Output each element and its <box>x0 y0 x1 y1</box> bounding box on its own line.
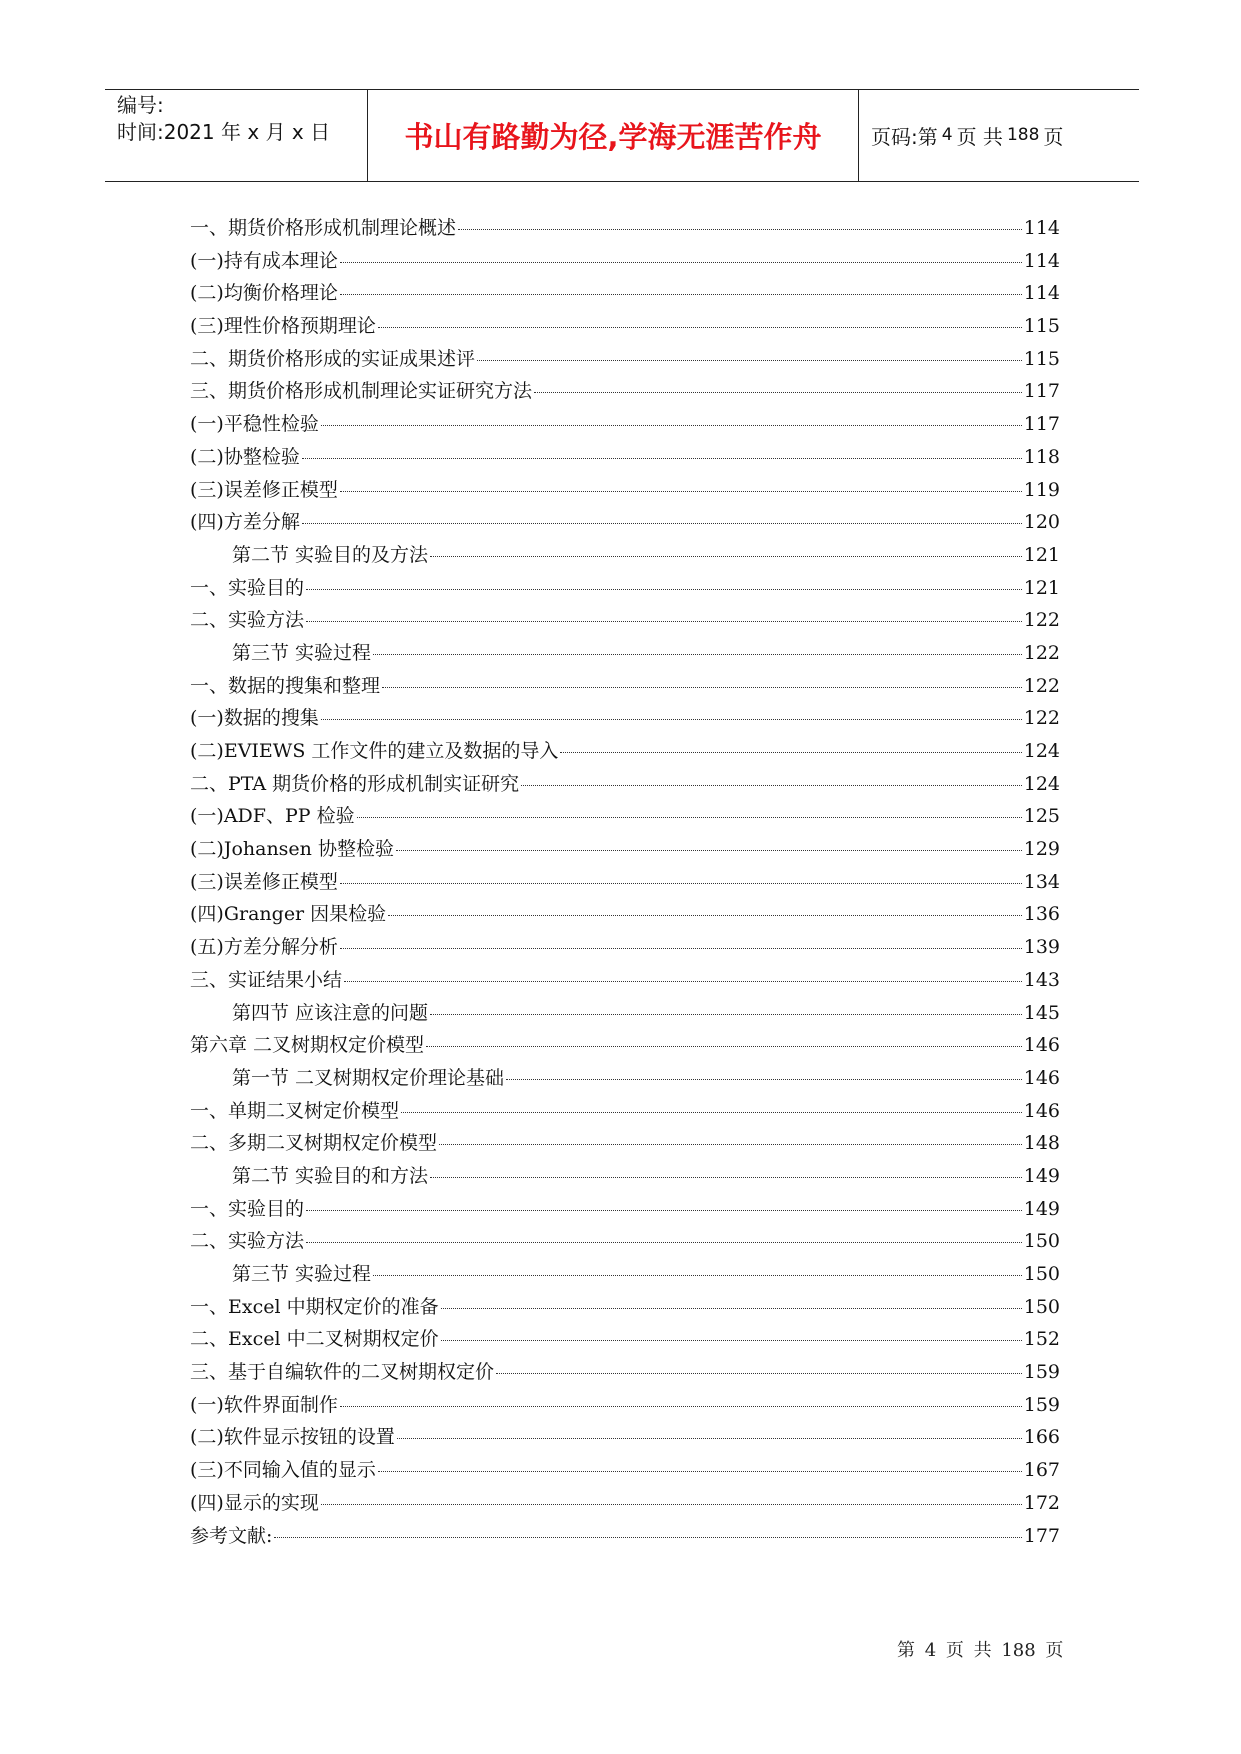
toc-dot-leader <box>340 883 1022 884</box>
toc-entry-title: 第一节 二叉树期权定价理论基础 <box>232 1066 505 1089</box>
toc-entry-page: 146 <box>1023 1099 1060 1122</box>
toc-dot-leader <box>521 785 1022 786</box>
toc-dot-leader <box>496 1373 1022 1374</box>
toc-dot-leader <box>426 1046 1022 1047</box>
toc-entry[interactable] <box>190 1225 1060 1258</box>
toc-entry-title: (三)不同输入值的显示 <box>190 1459 376 1482</box>
toc-entry[interactable] <box>190 1062 1060 1095</box>
header-page-total: 188 <box>1006 125 1040 145</box>
header-motto: 书山有路勤为径,学海无涯苦作舟 <box>404 119 822 154</box>
toc-entry-title: 一、实验目的 <box>190 1197 305 1220</box>
toc-entry-title: 第四节 应该注意的问题 <box>232 1001 429 1024</box>
toc-entry[interactable] <box>190 833 1060 866</box>
toc-entry[interactable] <box>190 1193 1060 1226</box>
toc-entry-page: 150 <box>1023 1230 1060 1253</box>
toc-entry[interactable] <box>190 408 1060 441</box>
toc-entry[interactable] <box>190 637 1060 670</box>
toc-dot-leader <box>321 1504 1022 1505</box>
toc-entry[interactable] <box>190 277 1060 310</box>
toc-entry-title: 二、期货价格形成的实证成果述评 <box>190 347 476 370</box>
toc-entry[interactable] <box>190 1520 1060 1553</box>
toc-entry-title: 二、多期二叉树期权定价模型 <box>190 1132 438 1155</box>
toc-entry[interactable] <box>190 1029 1060 1062</box>
toc-entry[interactable] <box>190 866 1060 899</box>
header-divider-right <box>858 90 859 181</box>
toc-entry[interactable] <box>190 245 1060 278</box>
toc-entry-title: (一)持有成本理论 <box>190 249 338 272</box>
toc-dot-leader <box>340 948 1022 949</box>
toc-entry-title: (二)协整检验 <box>190 445 300 468</box>
toc-entry-page: 121 <box>1023 576 1060 599</box>
header-number-label: 编号: <box>117 93 164 117</box>
toc-entry[interactable] <box>190 670 1060 703</box>
toc-entry-page: 159 <box>1023 1393 1060 1416</box>
toc-dot-leader <box>373 654 1022 655</box>
toc-entry-title: (四)方差分解 <box>190 511 300 534</box>
toc-dot-leader <box>441 1340 1022 1341</box>
toc-dot-leader <box>430 556 1022 557</box>
toc-entry[interactable] <box>190 310 1060 343</box>
header-page-info <box>871 90 1063 180</box>
toc-dot-leader <box>458 229 1022 230</box>
toc-entry-page: 134 <box>1023 870 1060 893</box>
toc-entry-page: 149 <box>1023 1197 1060 1220</box>
toc-entry-title: (四)显示的实现 <box>190 1491 319 1514</box>
toc-dot-leader <box>357 817 1022 818</box>
toc-entry[interactable] <box>190 1356 1060 1389</box>
toc-entry-title: 二、实验方法 <box>190 609 305 632</box>
toc-entry[interactable] <box>190 997 1060 1030</box>
toc-entry-title: 二、PTA 期货价格的形成机制实证研究 <box>190 772 520 795</box>
page-footer: 第 4 页 共 188 页 <box>897 1640 1064 1661</box>
toc-entry-page: 122 <box>1023 674 1060 697</box>
toc-entry[interactable] <box>190 1389 1060 1422</box>
toc-entry[interactable] <box>190 506 1060 539</box>
toc-dot-leader <box>340 294 1022 295</box>
toc-entry[interactable] <box>190 1095 1060 1128</box>
toc-entry[interactable] <box>190 1454 1060 1487</box>
toc-entry-title: 一、Excel 中期权定价的准备 <box>190 1295 439 1318</box>
toc-dot-leader <box>340 1406 1022 1407</box>
toc-dot-leader <box>306 589 1022 590</box>
toc-dot-leader <box>388 915 1022 916</box>
toc-entry-title: 第三节 实验过程 <box>232 1263 372 1285</box>
toc-entry-title: 第六章 二叉树期权定价模型 <box>190 1034 425 1057</box>
toc-dot-leader <box>321 425 1022 426</box>
toc-entry-page: 114 <box>1023 217 1060 239</box>
toc-entry-title: 一、单期二叉树定价模型 <box>190 1099 400 1122</box>
toc-entry[interactable] <box>190 375 1060 408</box>
toc-entry[interactable] <box>190 212 1060 245</box>
toc-dot-leader <box>302 523 1022 524</box>
toc-entry-page: 117 <box>1023 413 1060 436</box>
toc-entry-page: 167 <box>1023 1459 1060 1482</box>
toc-dot-leader <box>378 327 1022 328</box>
toc-entry-page: 122 <box>1023 609 1060 632</box>
toc-entry-page: 129 <box>1023 838 1060 861</box>
toc-dot-leader <box>382 687 1022 688</box>
toc-entry-page: 139 <box>1023 936 1060 959</box>
toc-entry[interactable] <box>190 572 1060 605</box>
header-page-current: 4 <box>941 125 953 145</box>
toc-entry-page: 146 <box>1023 1034 1060 1057</box>
toc-entry[interactable] <box>190 474 1060 507</box>
toc-entry-page: 150 <box>1023 1263 1060 1285</box>
toc-entry-page: 172 <box>1023 1491 1060 1514</box>
toc-entry[interactable] <box>190 931 1060 964</box>
toc-entry-title: 参考文献: <box>190 1524 273 1547</box>
toc-dot-leader <box>340 262 1022 263</box>
toc-entry[interactable] <box>190 735 1060 768</box>
header-meta <box>117 92 330 146</box>
toc-entry-title: (五)方差分解分析 <box>190 936 338 959</box>
toc-entry-title: (一)数据的搜集 <box>190 707 319 730</box>
toc-entry[interactable] <box>190 1323 1060 1356</box>
toc-dot-leader <box>373 1275 1022 1276</box>
toc-entry-title: 三、基于自编软件的二叉树期权定价 <box>190 1361 495 1384</box>
toc-entry[interactable] <box>190 441 1060 474</box>
toc-dot-leader <box>340 491 1022 492</box>
toc-entry-title: (四)Granger 因果检验 <box>190 903 387 926</box>
toc-entry-page: 122 <box>1023 641 1060 664</box>
toc-entry-title: 第三节 实验过程 <box>232 641 372 664</box>
toc-entry-page: 149 <box>1023 1164 1060 1187</box>
toc-entry-title: 二、Excel 中二叉树期权定价 <box>190 1328 439 1351</box>
toc-entry-title: (二)Johansen 协整检验 <box>190 838 394 861</box>
toc-entry-page: 118 <box>1023 445 1060 468</box>
toc-dot-leader <box>378 1471 1022 1472</box>
toc-entry-title: (一)软件界面制作 <box>190 1393 338 1416</box>
toc-dot-leader <box>397 1438 1022 1439</box>
toc-entry-page: 166 <box>1023 1426 1060 1449</box>
header-date-label: 时间:2021 年 x 月 x 日 <box>117 120 331 144</box>
toc-entry-page: 148 <box>1023 1132 1060 1155</box>
toc-dot-leader <box>441 1308 1022 1309</box>
toc-entry-title: (二)软件显示按钮的设置 <box>190 1426 395 1449</box>
toc-entry-page: 152 <box>1023 1328 1060 1351</box>
toc-entry-page: 124 <box>1023 740 1060 762</box>
toc-entry-page: 115 <box>1023 347 1060 370</box>
toc-dot-leader <box>306 621 1022 622</box>
toc-entry-page: 146 <box>1023 1066 1060 1089</box>
toc-entry[interactable] <box>190 768 1060 801</box>
toc-entry-title: (三)理性价格预期理论 <box>190 315 376 338</box>
toc-dot-leader <box>439 1144 1022 1145</box>
toc-entry[interactable] <box>190 898 1060 931</box>
toc-entry-title: (一)ADF、PP 检验 <box>190 805 355 828</box>
header-page-middle: 页 共 <box>956 124 1003 149</box>
toc-entry[interactable] <box>190 1421 1060 1454</box>
toc-entry-title: (二)EVIEWS 工作文件的建立及数据的导入 <box>190 740 559 762</box>
toc-entry-title: 三、期货价格形成机制理论实证研究方法 <box>190 380 533 403</box>
toc-dot-leader <box>506 1079 1022 1080</box>
toc-entry[interactable] <box>190 1291 1060 1324</box>
toc-entry-title: 三、实证结果小结 <box>190 968 343 991</box>
toc-entry[interactable] <box>190 800 1060 833</box>
toc-dot-leader <box>306 1210 1022 1211</box>
toc-entry-title: 一、实验目的 <box>190 576 305 599</box>
toc-entry-page: 119 <box>1023 478 1060 501</box>
toc-dot-leader <box>306 1242 1022 1243</box>
toc-entry-title: (三)误差修正模型 <box>190 870 338 893</box>
toc-entry-title: 一、数据的搜集和整理 <box>190 674 381 697</box>
toc-dot-leader <box>302 458 1022 459</box>
toc-entry-title: (二)均衡价格理论 <box>190 282 338 305</box>
toc-entry-page: 143 <box>1023 968 1060 991</box>
toc-entry-title: 一、期货价格形成机制理论概述 <box>190 217 457 239</box>
toc-dot-leader <box>321 719 1022 720</box>
toc-entry-title: 第二节 实验目的及方法 <box>232 543 429 566</box>
toc-entry[interactable] <box>190 1127 1060 1160</box>
header-divider-left <box>367 90 368 181</box>
toc-entry-page: 120 <box>1023 511 1060 534</box>
header-page-suffix: 页 <box>1043 124 1064 149</box>
toc-entry-page: 150 <box>1023 1295 1060 1318</box>
table-of-contents <box>190 212 1060 1552</box>
page-header <box>105 89 1139 182</box>
toc-entry-page: 114 <box>1023 282 1060 305</box>
toc-entry-title: (三)误差修正模型 <box>190 478 338 501</box>
toc-entry[interactable] <box>190 604 1060 637</box>
toc-dot-leader <box>396 850 1022 851</box>
toc-entry-page: 145 <box>1023 1001 1060 1024</box>
toc-entry-title: (一)平稳性检验 <box>190 413 319 436</box>
toc-dot-leader <box>534 392 1022 393</box>
toc-entry-page: 124 <box>1023 772 1060 795</box>
toc-entry-page: 114 <box>1023 249 1060 272</box>
toc-entry-page: 115 <box>1023 315 1060 338</box>
toc-entry-page: 117 <box>1023 380 1060 403</box>
toc-entry-page: 125 <box>1023 805 1060 828</box>
toc-entry-title: 二、实验方法 <box>190 1230 305 1253</box>
toc-entry[interactable] <box>190 343 1060 376</box>
header-page-prefix: 页码:第 <box>871 124 938 149</box>
toc-entry-page: 122 <box>1023 707 1060 730</box>
toc-entry[interactable] <box>190 1258 1060 1291</box>
toc-dot-leader <box>430 1177 1022 1178</box>
toc-entry[interactable] <box>190 1160 1060 1193</box>
toc-entry[interactable] <box>190 964 1060 997</box>
toc-entry-page: 159 <box>1023 1361 1060 1384</box>
toc-dot-leader <box>401 1112 1022 1113</box>
toc-dot-leader <box>274 1537 1021 1538</box>
toc-entry-page: 121 <box>1023 543 1060 566</box>
toc-dot-leader <box>560 752 1021 753</box>
toc-entry[interactable] <box>190 1487 1060 1520</box>
toc-entry[interactable] <box>190 539 1060 572</box>
toc-entry[interactable] <box>190 702 1060 735</box>
toc-entry-page: 177 <box>1023 1524 1060 1547</box>
toc-dot-leader <box>477 360 1022 361</box>
toc-entry-page: 136 <box>1023 903 1060 926</box>
toc-entry-title: 第二节 实验目的和方法 <box>232 1164 429 1187</box>
toc-dot-leader <box>344 981 1022 982</box>
toc-dot-leader <box>430 1014 1022 1015</box>
